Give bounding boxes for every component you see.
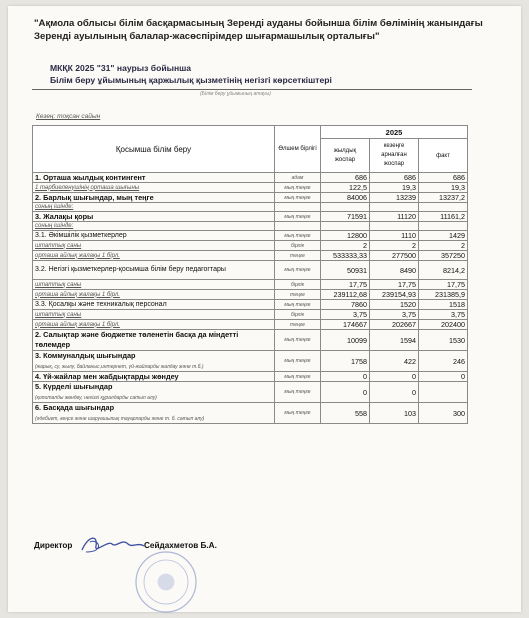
row-name-text: 1. Орташа жылдық контингент <box>35 173 146 182</box>
table-row <box>33 351 468 372</box>
row-name <box>33 290 275 300</box>
row-name-text: соның ішінде: <box>35 204 74 210</box>
official-seal <box>118 544 218 614</box>
table-row <box>33 330 468 351</box>
table-row <box>33 241 468 251</box>
row-name <box>33 231 275 241</box>
column-header-period-plan: кезеңге арналған жоспар <box>370 139 419 173</box>
row-name <box>33 241 275 251</box>
table-row <box>33 372 468 382</box>
row-period-value: 202667 <box>370 320 419 330</box>
row-unit: мың теңге <box>275 403 321 424</box>
row-unit: адам <box>275 173 321 183</box>
row-name-text: орташа айлық жалақы 1 бірл. <box>35 252 120 259</box>
divider-rule <box>32 89 472 90</box>
row-plan-value: 2 <box>321 241 370 251</box>
row-fact-value: 11161,2 <box>419 212 468 222</box>
row-name <box>33 382 275 403</box>
row-name-text: орташа айлық жалақы 1 бірл. <box>35 321 120 328</box>
row-plan-value: 0 <box>321 372 370 382</box>
row-name-text: штаттық саны <box>35 311 82 318</box>
row-plan-value: 71591 <box>321 212 370 222</box>
row-note: (әдебиет, кеңсе және шаруашылық тауарларды және т. б. сатып алу) <box>35 416 205 422</box>
row-unit: мың теңге <box>275 372 321 382</box>
row-name-text: соның ішінде: <box>35 223 74 229</box>
row-plan-value <box>321 222 370 231</box>
row-period-value: 17,75 <box>370 280 419 290</box>
row-unit: мың теңге <box>275 351 321 372</box>
row-unit <box>275 222 321 231</box>
row-unit: мың теңге <box>275 261 321 280</box>
row-unit: мың теңге <box>275 330 321 351</box>
row-name-text: 2. Салықтар және бюджетке төленетін басқа да міндетті төлемдер <box>35 330 239 349</box>
column-header-year: 2025 <box>321 126 468 139</box>
row-plan-value: 10099 <box>321 330 370 351</box>
row-period-value: 13239 <box>370 193 419 203</box>
row-period-value <box>370 222 419 231</box>
organization-title: "Ақмола облысы білім басқармасының Зеренді ауданы бойынша білім бөлімінің жанындағы Зеренді ауылының балалар-жасөспірімдер шығармашылық орталығы" <box>34 18 483 42</box>
row-name <box>33 310 275 320</box>
row-name <box>33 300 275 310</box>
row-fact-value: 8214,2 <box>419 261 468 280</box>
row-name <box>33 403 275 424</box>
table-row <box>33 300 468 310</box>
row-note: (қопиталды жөндеу, негізгі құралдарды сатып алу) <box>35 395 157 401</box>
row-period-value: 2 <box>370 241 419 251</box>
row-period-value: 239154,93 <box>370 290 419 300</box>
row-plan-value: 239112,68 <box>321 290 370 300</box>
row-unit: мың теңге <box>275 231 321 241</box>
table-row <box>33 222 468 231</box>
row-plan-value: 533333,33 <box>321 251 370 261</box>
row-unit: бірлік <box>275 241 321 251</box>
row-fact-value: 202400 <box>419 320 468 330</box>
row-name-text: штаттық саны <box>35 242 82 249</box>
table-row <box>33 231 468 241</box>
row-name <box>33 222 275 231</box>
row-fact-value: 1518 <box>419 300 468 310</box>
row-name-text: штаттық саны <box>35 281 82 288</box>
period-label: Кезең: тоқсан сайын <box>36 113 101 120</box>
row-unit: бірлік <box>275 280 321 290</box>
row-name <box>33 203 275 212</box>
table-row <box>33 310 468 320</box>
row-name-text: 3. Жалақы қоры <box>35 212 94 221</box>
row-period-value: 0 <box>370 382 419 403</box>
row-name <box>33 351 275 372</box>
row-fact-value <box>419 222 468 231</box>
rule-caption: (Білім беру ұйымының атауы) <box>200 91 271 97</box>
row-name <box>33 280 275 290</box>
row-name-text: 4. Үй-жайлар мен жабдықтарды жөндеу <box>35 372 179 381</box>
row-unit: теңге <box>275 290 321 300</box>
row-plan-value: 0 <box>321 382 370 403</box>
row-name <box>33 193 275 203</box>
report-subtitle <box>50 63 490 86</box>
table-row <box>33 251 468 261</box>
row-period-value: 1110 <box>370 231 419 241</box>
row-unit: мың теңге <box>275 300 321 310</box>
row-period-value: 422 <box>370 351 419 372</box>
row-period-value: 277500 <box>370 251 419 261</box>
row-name-text: орташа айлық жалақы 1 бірл. <box>35 291 120 298</box>
table-row <box>33 382 468 403</box>
table-row <box>33 203 468 212</box>
row-plan-value: 17,75 <box>321 280 370 290</box>
row-fact-value <box>419 203 468 212</box>
row-period-value: 686 <box>370 173 419 183</box>
row-period-value: 1594 <box>370 330 419 351</box>
row-unit: мың теңге <box>275 382 321 403</box>
row-fact-value: 357250 <box>419 251 468 261</box>
row-name-text: 5. Күрделі шығындар <box>35 382 113 391</box>
row-plan-value: 174667 <box>321 320 370 330</box>
row-unit: мың теңге <box>275 193 321 203</box>
row-name <box>33 212 275 222</box>
row-fact-value: 19,3 <box>419 183 468 193</box>
row-plan-value: 3,75 <box>321 310 370 320</box>
row-plan-value: 1758 <box>321 351 370 372</box>
row-period-value: 103 <box>370 403 419 424</box>
row-period-value: 1520 <box>370 300 419 310</box>
row-plan-value: 12800 <box>321 231 370 241</box>
table-row <box>33 320 468 330</box>
row-name <box>33 330 275 351</box>
row-plan-value: 7860 <box>321 300 370 310</box>
table-row <box>33 193 468 203</box>
column-header-fact: факт <box>419 139 468 173</box>
row-name-text: 2. Барлық шығындар, мың теңге <box>35 193 154 202</box>
row-fact-value: 3,75 <box>419 310 468 320</box>
table-row <box>33 290 468 300</box>
row-period-value: 19,3 <box>370 183 419 193</box>
director-label: Директор <box>34 541 73 550</box>
row-plan-value <box>321 203 370 212</box>
column-header-name: Қосымша білім беру <box>33 126 275 173</box>
row-period-value: 0 <box>370 372 419 382</box>
row-name-text: 3.1. Әкімшілік қызметкерлер <box>35 232 127 239</box>
row-name-text: 1 тәрбиеленушінің орташа шығыны <box>35 184 140 191</box>
row-unit: мың теңге <box>275 212 321 222</box>
table-row <box>33 212 468 222</box>
column-header-unit: Өлшем бірлігі <box>275 126 321 173</box>
table-row <box>33 403 468 424</box>
row-period-value <box>370 203 419 212</box>
row-period-value: 8490 <box>370 261 419 280</box>
row-fact-value: 1429 <box>419 231 468 241</box>
table-row <box>33 173 468 183</box>
row-name <box>33 251 275 261</box>
row-name-text: 3.2. Негізгі қызметкерлер-қосымша білім беру педагогтары <box>35 266 226 273</box>
row-fact-value: 2 <box>419 241 468 251</box>
report-date-line: МКҚК 2025 "31" наурыз бойынша <box>50 63 192 73</box>
row-name <box>33 372 275 382</box>
row-fact-value: 686 <box>419 173 468 183</box>
row-fact-value: 231385,9 <box>419 290 468 300</box>
table-row <box>33 261 468 280</box>
table-row <box>33 280 468 290</box>
director-name: Сейдахметов Б.А. <box>144 541 217 550</box>
row-plan-value: 84006 <box>321 193 370 203</box>
indicators-table <box>32 125 468 424</box>
row-fact-value: 246 <box>419 351 468 372</box>
report-title-line: Білім беру ұйымының қаржылық қызметінің негізгі көрсеткіштері <box>50 74 332 85</box>
row-unit: теңге <box>275 320 321 330</box>
row-fact-value: 0 <box>419 372 468 382</box>
row-note: (жарық, су, жылу, байланыс,интернет, үй-жайларды жалдау және т.б.) <box>35 364 204 370</box>
row-name <box>33 320 275 330</box>
row-name-text: 6. Басқада шығындар <box>35 403 115 412</box>
row-unit: бірлік <box>275 310 321 320</box>
row-period-value: 3,75 <box>370 310 419 320</box>
row-name-text: 3.3. Қосалқы және техникалық персонал <box>35 301 167 308</box>
row-unit: теңге <box>275 251 321 261</box>
row-plan-value: 558 <box>321 403 370 424</box>
row-unit <box>275 203 321 212</box>
row-plan-value: 686 <box>321 173 370 183</box>
row-fact-value: 1530 <box>419 330 468 351</box>
row-unit: мың теңге <box>275 183 321 193</box>
row-name <box>33 261 275 280</box>
row-fact-value: 17,75 <box>419 280 468 290</box>
row-plan-value: 122,5 <box>321 183 370 193</box>
column-header-annual-plan: жылдық жоспар <box>321 139 370 173</box>
row-fact-value: 13237,2 <box>419 193 468 203</box>
row-name <box>33 183 275 193</box>
row-fact-value: 300 <box>419 403 468 424</box>
row-name <box>33 173 275 183</box>
signature-block <box>34 541 217 550</box>
row-period-value: 11120 <box>370 212 419 222</box>
row-fact-value <box>419 382 468 403</box>
table-row <box>33 183 468 193</box>
row-plan-value: 50931 <box>321 261 370 280</box>
row-name-text: 3. Коммуналдық шығындар <box>35 351 136 360</box>
